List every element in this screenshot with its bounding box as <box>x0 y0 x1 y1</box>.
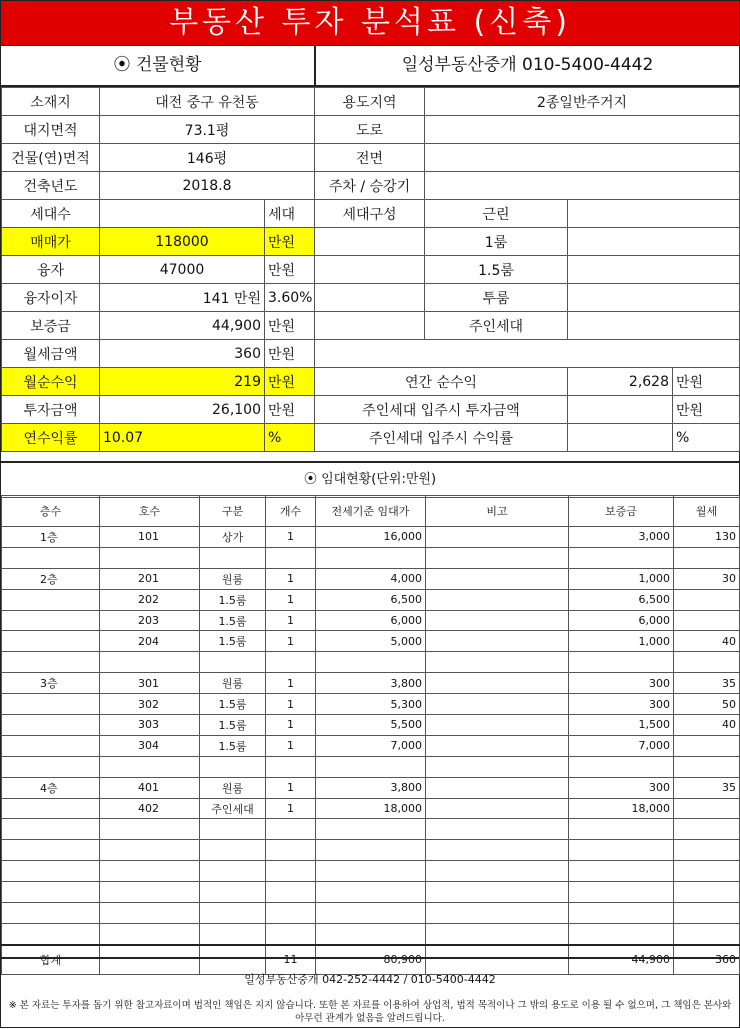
composition-15room: 1.5룸 <box>425 256 568 284</box>
lease-cell: 5,500 <box>316 715 426 736</box>
units-label: 세대수 <box>2 200 100 228</box>
loan-value: 47000 <box>100 256 265 284</box>
lease-cell <box>674 903 740 924</box>
lease-cell: 원룸 <box>200 777 266 798</box>
lease-cell <box>674 861 740 882</box>
lease-cell: 1 <box>266 589 316 610</box>
lease-row <box>2 882 740 903</box>
lease-cell <box>2 819 100 840</box>
lease-row <box>2 923 740 944</box>
lease-cell: 1 <box>266 777 316 798</box>
road-value <box>425 116 740 144</box>
lease-cell <box>100 923 200 944</box>
lease-cell <box>266 652 316 673</box>
lease-cell <box>316 903 426 924</box>
lease-cell <box>100 819 200 840</box>
road-label: 도로 <box>315 116 425 144</box>
lease-cell <box>569 861 674 882</box>
lease-cell: 2층 <box>2 568 100 589</box>
parking-value <box>425 172 740 200</box>
lease-cell: 402 <box>100 798 200 819</box>
lease-cell <box>426 673 569 694</box>
lease-cell <box>674 756 740 777</box>
lease-cell <box>426 819 569 840</box>
lease-cell <box>426 694 569 715</box>
investment-label: 투자금액 <box>2 396 100 424</box>
lease-cell <box>100 840 200 861</box>
lease-cell: 4,000 <box>316 568 426 589</box>
lease-cell <box>266 861 316 882</box>
owner-yield-value <box>568 424 673 452</box>
annual-net-value: 2,628 <box>568 368 673 396</box>
lease-cell <box>200 903 266 924</box>
lease-status-table <box>1 495 740 975</box>
lease-cell <box>674 652 740 673</box>
lease-cell <box>316 840 426 861</box>
lease-cell: 1.5룸 <box>200 631 266 652</box>
lease-cell <box>426 756 569 777</box>
price-unit: 만원 <box>265 228 315 256</box>
monthly-net-value: 219 <box>100 368 265 396</box>
lease-cell: 5,300 <box>316 694 426 715</box>
composition-tworoom: 투룸 <box>425 284 568 312</box>
lease-header-cell: 개수 <box>266 496 316 527</box>
built-year-label: 건축년도 <box>2 172 100 200</box>
lease-cell <box>316 652 426 673</box>
lease-cell: 203 <box>100 610 200 631</box>
lease-cell <box>2 694 100 715</box>
lease-cell <box>569 923 674 944</box>
lease-cell <box>2 756 100 777</box>
interest-rate: 3.60% <box>265 284 315 312</box>
rent-label: 월세금액 <box>2 340 100 368</box>
lease-cell: 6,000 <box>316 610 426 631</box>
lease-cell: 304 <box>100 735 200 756</box>
lease-cell <box>426 735 569 756</box>
lease-cell: 1 <box>266 673 316 694</box>
lease-row <box>2 798 740 819</box>
loan-label: 융자 <box>2 256 100 284</box>
lease-row <box>2 840 740 861</box>
lease-cell <box>2 715 100 736</box>
lease-cell <box>2 861 100 882</box>
lease-cell: 1,000 <box>569 631 674 652</box>
annual-yield-unit: % <box>265 424 315 452</box>
lease-cell <box>2 652 100 673</box>
lease-cell <box>426 568 569 589</box>
lease-cell: 1.5룸 <box>200 715 266 736</box>
owner-investment-unit: 만원 <box>673 396 740 424</box>
lease-cell <box>316 547 426 568</box>
deposit-label: 보증금 <box>2 312 100 340</box>
floor-area-value: 146평 <box>100 144 315 172</box>
lease-cell <box>200 547 266 568</box>
lease-cell <box>200 861 266 882</box>
lease-cell <box>569 882 674 903</box>
lease-cell <box>266 923 316 944</box>
lease-cell: 303 <box>100 715 200 736</box>
lease-cell <box>426 777 569 798</box>
lease-cell <box>426 631 569 652</box>
lease-header-cell: 보증금 <box>569 496 674 527</box>
lease-row <box>2 861 740 882</box>
lease-cell <box>316 923 426 944</box>
land-area-label: 대지면적 <box>2 116 100 144</box>
lease-cell: 1.5룸 <box>200 610 266 631</box>
lease-cell: 원룸 <box>200 673 266 694</box>
address-label: 소재지 <box>2 88 100 116</box>
composition-geunrin: 근린 <box>425 200 568 228</box>
land-area-value: 73.1평 <box>100 116 315 144</box>
lease-row <box>2 715 740 736</box>
lease-cell <box>569 547 674 568</box>
lease-cell <box>200 756 266 777</box>
lease-row <box>2 547 740 568</box>
annual-net-unit: 만원 <box>673 368 740 396</box>
lease-cell <box>426 715 569 736</box>
lease-cell: 16,000 <box>316 527 426 548</box>
lease-cell <box>674 882 740 903</box>
lease-cell: 130 <box>674 527 740 548</box>
lease-row <box>2 589 740 610</box>
lease-cell: 1 <box>266 631 316 652</box>
lease-header-cell: 호수 <box>100 496 200 527</box>
lease-cell <box>100 756 200 777</box>
lease-cell: 1층 <box>2 527 100 548</box>
monthly-net-label: 월순수익 <box>2 368 100 396</box>
lease-cell <box>674 735 740 756</box>
lease-status-title: ⦿ 임대현황(단위:만원) <box>1 461 739 498</box>
lease-cell <box>316 819 426 840</box>
lease-cell <box>100 861 200 882</box>
lease-cell <box>100 882 200 903</box>
lease-cell: 101 <box>100 527 200 548</box>
lease-cell: 35 <box>674 673 740 694</box>
lease-cell <box>426 923 569 944</box>
lease-cell: 7,000 <box>569 735 674 756</box>
lease-cell <box>200 882 266 903</box>
interest-value: 141 만원 <box>100 284 265 312</box>
deposit-value: 44,900 <box>100 312 265 340</box>
lease-header-row <box>2 496 740 527</box>
lease-cell <box>266 840 316 861</box>
price-label: 매매가 <box>2 228 100 256</box>
address-value: 대전 중구 유천동 <box>100 88 315 116</box>
composition-1room: 1룸 <box>425 228 568 256</box>
units-unit: 세대 <box>265 200 315 228</box>
lease-row <box>2 777 740 798</box>
lease-cell: 35 <box>674 777 740 798</box>
building-summary-table <box>1 87 740 452</box>
lease-cell <box>2 547 100 568</box>
lease-row <box>2 631 740 652</box>
lease-cell: 주인세대 <box>200 798 266 819</box>
lease-cell: 1.5룸 <box>200 735 266 756</box>
lease-cell <box>266 819 316 840</box>
lease-row <box>2 735 740 756</box>
lease-cell <box>100 903 200 924</box>
lease-cell: 50 <box>674 694 740 715</box>
lease-cell: 40 <box>674 715 740 736</box>
lease-cell <box>674 547 740 568</box>
units-value <box>100 200 265 228</box>
lease-cell <box>569 840 674 861</box>
lease-cell <box>266 903 316 924</box>
lease-cell: 1 <box>266 715 316 736</box>
owner-investment-label: 주인세대 입주시 투자금액 <box>315 396 568 424</box>
lease-cell: 5,000 <box>316 631 426 652</box>
lease-cell: 30 <box>674 568 740 589</box>
lease-cell <box>426 903 569 924</box>
lease-cell: 4층 <box>2 777 100 798</box>
floor-area-label: 건물(연)면적 <box>2 144 100 172</box>
lease-row <box>2 694 740 715</box>
footer <box>1 957 739 1029</box>
lease-cell <box>426 798 569 819</box>
lease-row <box>2 673 740 694</box>
front-label: 전면 <box>315 144 425 172</box>
lease-cell <box>2 631 100 652</box>
loan-unit: 만원 <box>265 256 315 284</box>
lease-cell <box>316 861 426 882</box>
lease-total-cell: 11 <box>266 945 316 975</box>
lease-cell: 40 <box>674 631 740 652</box>
lease-header-cell: 비고 <box>426 496 569 527</box>
zone-label: 용도지역 <box>315 88 425 116</box>
lease-cell <box>674 923 740 944</box>
lease-cell <box>426 547 569 568</box>
lease-cell: 1 <box>266 527 316 548</box>
lease-header-cell: 월세 <box>674 496 740 527</box>
lease-cell <box>2 923 100 944</box>
lease-row <box>2 903 740 924</box>
lease-header-cell: 층수 <box>2 496 100 527</box>
lease-cell: 3,000 <box>569 527 674 548</box>
annual-net-label: 연간 순수익 <box>315 368 568 396</box>
lease-row <box>2 568 740 589</box>
lease-cell <box>674 610 740 631</box>
lease-cell: 1,500 <box>569 715 674 736</box>
lease-row <box>2 652 740 673</box>
lease-cell: 401 <box>100 777 200 798</box>
monthly-net-unit: 만원 <box>265 368 315 396</box>
lease-cell <box>569 756 674 777</box>
composition-label: 세대구성 <box>315 200 425 228</box>
lease-cell <box>2 882 100 903</box>
lease-cell <box>266 756 316 777</box>
lease-cell <box>426 527 569 548</box>
lease-cell <box>426 610 569 631</box>
lease-cell <box>674 798 740 819</box>
interest-label: 융자이자 <box>2 284 100 312</box>
lease-cell <box>2 589 100 610</box>
lease-header-cell: 전세기준 임대가 <box>316 496 426 527</box>
lease-total-cell: 합계 <box>2 945 100 975</box>
price-value: 118000 <box>100 228 265 256</box>
lease-cell <box>2 610 100 631</box>
investment-value: 26,100 <box>100 396 265 424</box>
owner-yield-unit: % <box>673 424 740 452</box>
lease-cell: 300 <box>569 673 674 694</box>
lease-cell: 300 <box>569 694 674 715</box>
footer-contact: 일성부동산중개 042-252-4442 / 010-5400-4442 <box>244 973 496 986</box>
lease-cell <box>2 735 100 756</box>
lease-cell: 1.5룸 <box>200 694 266 715</box>
lease-cell: 18,000 <box>569 798 674 819</box>
lease-row <box>2 819 740 840</box>
lease-total-cell: 44,900 <box>569 945 674 975</box>
lease-cell <box>200 840 266 861</box>
lease-cell <box>426 882 569 903</box>
lease-cell <box>200 652 266 673</box>
lease-cell <box>266 547 316 568</box>
lease-cell: 1.5룸 <box>200 589 266 610</box>
lease-cell: 3,800 <box>316 777 426 798</box>
lease-cell: 300 <box>569 777 674 798</box>
owner-yield-label: 주인세대 입주시 수익률 <box>315 424 568 452</box>
front-value <box>425 144 740 172</box>
lease-cell <box>200 923 266 944</box>
lease-cell <box>426 861 569 882</box>
lease-cell: 202 <box>100 589 200 610</box>
lease-cell <box>2 840 100 861</box>
lease-cell: 상가 <box>200 527 266 548</box>
lease-cell <box>674 589 740 610</box>
lease-cell <box>200 819 266 840</box>
lease-cell <box>2 798 100 819</box>
lease-cell: 3층 <box>2 673 100 694</box>
lease-cell: 204 <box>100 631 200 652</box>
lease-total-cell: 360 <box>674 945 740 975</box>
parking-label: 주차 / 승강기 <box>315 172 425 200</box>
investment-unit: 만원 <box>265 396 315 424</box>
lease-cell: 6,500 <box>316 589 426 610</box>
lease-cell <box>316 756 426 777</box>
lease-cell <box>100 652 200 673</box>
lease-cell: 7,000 <box>316 735 426 756</box>
lease-row <box>2 756 740 777</box>
footer-notice: ※ 본 자료는 투자를 돕기 위한 참고자료이며 법적인 책임은 지지 않습니다. 또한 본 자료를 이용하여 상업적, 법적 목적이나 그 밖의 용도로 이용 될 수 없으며, 그 책임은 본사와 아무런 관계가 없음을 알려드립니다. <box>8 1000 732 1024</box>
rent-value: 360 <box>100 340 265 368</box>
lease-cell: 6,000 <box>569 610 674 631</box>
lease-cell: 18,000 <box>316 798 426 819</box>
lease-cell: 1 <box>266 568 316 589</box>
composition-owner: 주인세대 <box>425 312 568 340</box>
lease-cell <box>426 840 569 861</box>
lease-header-cell: 구분 <box>200 496 266 527</box>
lease-cell: 1 <box>266 694 316 715</box>
lease-cell: 1,000 <box>569 568 674 589</box>
lease-cell <box>674 840 740 861</box>
lease-cell: 302 <box>100 694 200 715</box>
lease-cell <box>426 589 569 610</box>
rent-unit: 만원 <box>265 340 315 368</box>
owner-investment-value <box>568 396 673 424</box>
lease-cell <box>316 882 426 903</box>
lease-total-cell: 80,900 <box>316 945 426 975</box>
lease-cell <box>266 882 316 903</box>
deposit-unit: 만원 <box>265 312 315 340</box>
lease-cell <box>426 652 569 673</box>
lease-cell: 1 <box>266 610 316 631</box>
lease-cell: 3,800 <box>316 673 426 694</box>
lease-cell: 6,500 <box>569 589 674 610</box>
lease-cell: 301 <box>100 673 200 694</box>
lease-cell <box>569 652 674 673</box>
lease-cell: 1 <box>266 735 316 756</box>
page-title: 부동산 투자 분석표 (신축) <box>1 1 739 46</box>
lease-cell: 원룸 <box>200 568 266 589</box>
built-year-value: 2018.8 <box>100 172 315 200</box>
lease-cell: 201 <box>100 568 200 589</box>
zone-value: 2종일반주거지 <box>425 88 740 116</box>
lease-row <box>2 527 740 548</box>
lease-row <box>2 610 740 631</box>
building-status-header: ⦿ 건물현황 <box>1 46 316 87</box>
lease-cell <box>100 547 200 568</box>
annual-yield-label: 연수익률 <box>2 424 100 452</box>
agency-contact-header: 일성부동산중개 010-5400-4442 <box>316 46 739 87</box>
annual-yield-value: 10.07 <box>100 424 265 452</box>
lease-cell <box>2 903 100 924</box>
lease-cell <box>569 819 674 840</box>
lease-cell <box>674 819 740 840</box>
lease-cell: 1 <box>266 798 316 819</box>
lease-cell <box>569 903 674 924</box>
